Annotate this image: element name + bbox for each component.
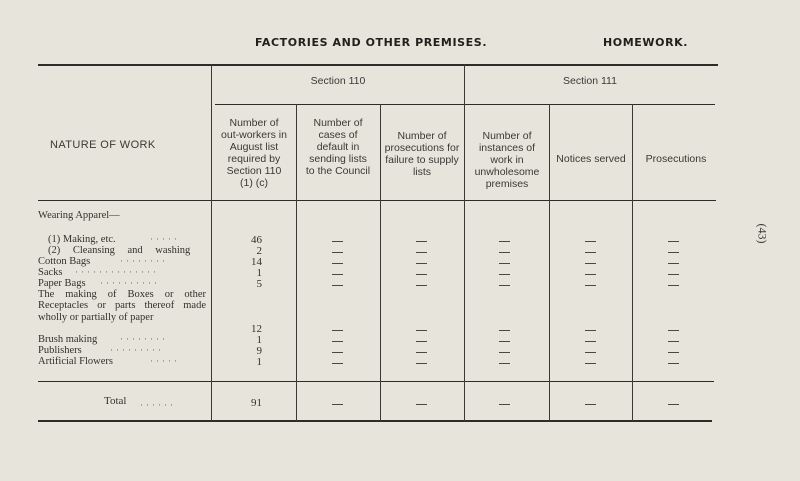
nil-dash <box>499 363 510 364</box>
page-title: FACTORIES AND OTHER PREMISES. <box>255 36 488 49</box>
outworkers-value: 5 <box>256 278 262 290</box>
nil-dash <box>499 274 510 275</box>
column-rule <box>211 64 212 421</box>
outworkers-value: 1 <box>256 334 262 346</box>
section-110-header: Section 110 <box>310 75 366 87</box>
nil-dash <box>585 274 596 275</box>
row-label: (1) Making, etc. <box>48 234 116 245</box>
leader-dots: ····· <box>150 356 180 366</box>
total-top-rule <box>38 381 714 382</box>
row-label: Publishers <box>38 345 82 356</box>
nil-dash <box>499 285 510 286</box>
nil-dash <box>585 241 596 242</box>
row-label: Artificial Flowers <box>38 356 113 367</box>
nil-dash <box>416 352 427 353</box>
nil-dash <box>416 341 427 342</box>
row-label: Cotton Bags <box>38 256 91 267</box>
total-value: 91 <box>251 397 262 409</box>
row-label: Brush making <box>38 334 98 345</box>
table-bottom-rule <box>38 420 712 422</box>
nil-dash <box>585 252 596 253</box>
column-rule <box>296 104 297 421</box>
leader-dots: ········· <box>110 345 164 355</box>
nil-dash <box>499 352 510 353</box>
page-subtitle: HOMEWORK. <box>603 36 689 49</box>
outworkers-value: 46 <box>251 234 262 246</box>
table-top-rule <box>38 64 718 66</box>
column-header-prosecutions: Prosecutions <box>645 153 707 165</box>
outworkers-value: 14 <box>251 256 262 268</box>
nil-dash <box>668 241 679 242</box>
nil-dash <box>585 404 596 405</box>
column-header-notices: Notices served <box>556 153 626 165</box>
section-sub-rule <box>215 104 715 105</box>
page-number: (43) <box>755 223 770 244</box>
nil-dash <box>668 352 679 353</box>
nil-dash <box>585 341 596 342</box>
group-label-wearing-apparel: Wearing Apparel— <box>38 210 120 221</box>
outworkers-value: 2 <box>256 245 262 257</box>
nil-dash <box>332 341 343 342</box>
nil-dash <box>668 285 679 286</box>
outworkers-value: 9 <box>256 345 262 357</box>
nil-dash <box>668 341 679 342</box>
nil-dash <box>668 363 679 364</box>
nil-dash <box>416 252 427 253</box>
nature-of-work-header: NATURE OF WORK <box>50 139 156 151</box>
outworkers-value: 1 <box>256 356 262 368</box>
column-header-outworkers: Number of out-workers in August list required by Section 110 (1) (c) <box>221 117 287 189</box>
leader-dots: ······ <box>140 400 176 410</box>
total-label: Total <box>104 395 127 407</box>
row-label: (2) Cleansing and washing <box>48 245 191 256</box>
column-rule <box>380 104 381 421</box>
nil-dash <box>668 404 679 405</box>
row-label: Sacks <box>38 267 63 278</box>
nil-dash <box>499 341 510 342</box>
column-header-unwholesome: Number of instances of work in unwholesome premises <box>474 130 540 190</box>
nil-dash <box>332 404 343 405</box>
nil-dash <box>332 352 343 353</box>
leader-dots: ········ <box>120 334 168 344</box>
header-bottom-rule <box>38 200 716 201</box>
outworkers-value: 1 <box>256 267 262 279</box>
section-111-header: Section 111 <box>563 75 617 87</box>
nil-dash <box>499 404 510 405</box>
nil-dash <box>499 241 510 242</box>
leader-dots: ····· <box>150 234 180 244</box>
nil-dash <box>332 263 343 264</box>
nil-dash <box>499 252 510 253</box>
nil-dash <box>332 330 343 331</box>
nil-dash <box>332 241 343 242</box>
column-header-prosecutions-lists: Number of prosecutions for failure to supply lists <box>384 130 460 178</box>
nil-dash <box>585 363 596 364</box>
nil-dash <box>499 330 510 331</box>
nil-dash <box>416 285 427 286</box>
nil-dash <box>668 263 679 264</box>
column-rule <box>464 64 465 421</box>
nil-dash <box>416 330 427 331</box>
nil-dash <box>668 252 679 253</box>
column-rule <box>632 104 633 421</box>
nil-dash <box>416 241 427 242</box>
nil-dash <box>499 263 510 264</box>
row-label: Paper Bags <box>38 278 86 289</box>
nil-dash <box>416 363 427 364</box>
nil-dash <box>332 285 343 286</box>
leader-dots: ·········· <box>100 278 160 288</box>
nil-dash <box>416 274 427 275</box>
nil-dash <box>585 352 596 353</box>
nil-dash <box>416 404 427 405</box>
nil-dash <box>416 263 427 264</box>
column-rule <box>549 104 550 421</box>
leader-dots: ········ <box>120 256 168 266</box>
nil-dash <box>585 330 596 331</box>
nil-dash <box>332 363 343 364</box>
nil-dash <box>668 330 679 331</box>
outworkers-value: 12 <box>251 323 262 335</box>
nil-dash <box>585 285 596 286</box>
nil-dash <box>332 274 343 275</box>
column-header-defaults: Number of cases of default in sending lists to the Council <box>305 117 371 177</box>
nil-dash <box>332 252 343 253</box>
nil-dash <box>585 263 596 264</box>
leader-dots: ·············· <box>75 267 159 277</box>
row-label-boxes: The making of Boxes or other Receptacles or parts thereof made wholly or partially of paper <box>38 289 206 323</box>
nil-dash <box>668 274 679 275</box>
